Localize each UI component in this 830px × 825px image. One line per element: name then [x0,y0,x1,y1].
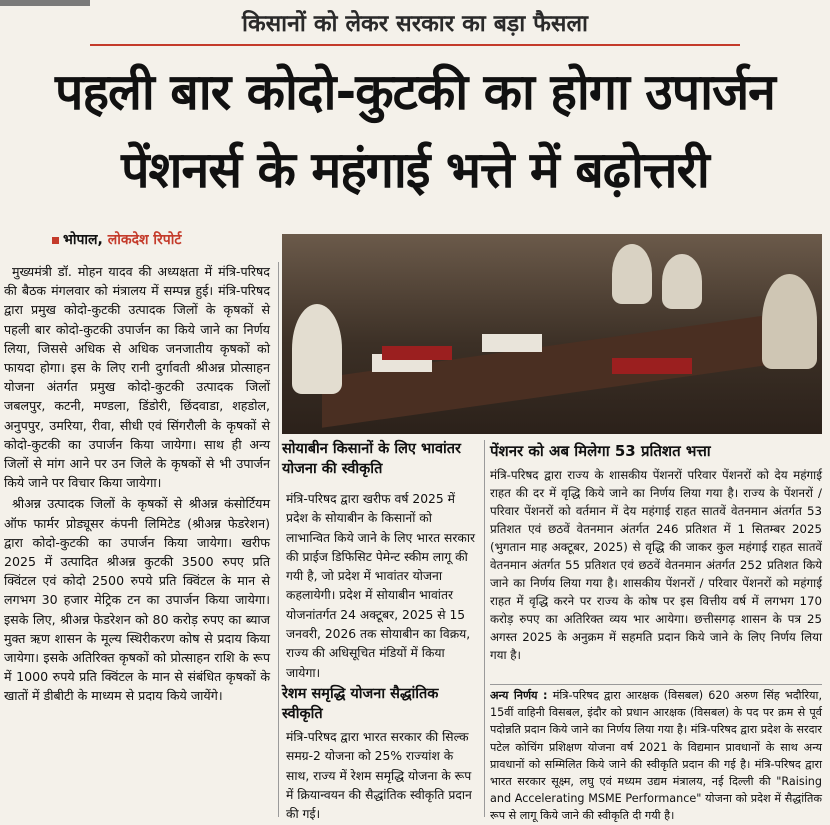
photo-person [662,254,702,309]
other-decisions-box [490,684,822,825]
dateline-place: भोपाल, [63,232,103,248]
column-divider [278,262,279,817]
dateline [52,230,181,249]
column-divider [484,440,485,817]
silk-section-heading: रेशम समृद्धि योजना सैद्धांतिक स्वीकृति [282,686,439,722]
cabinet-meeting-photo [282,234,822,434]
kicker: किसानों को लेकर सरकार का बड़ा फैसला [241,11,588,37]
bullet-square-icon [52,237,59,244]
headline-line-1: पहली बार कोदो-कुटकी का होगा उपार्जन [55,63,775,121]
photo-paper [482,334,542,352]
other-decisions-label: अन्य निर्णय : [490,689,548,702]
soybean-section-body: मंत्रि-परिषद द्वारा खरीफ वर्ष 2025 में प्रदेश के सोयाबीन के किसानों को लाभान्वित किये जाने के लिए भारत सरकार की प्राईज डिफिसिट पेमेन्ट स्कीम लागू की गयी है, जो प्रदेश में भावांतर योजना कहलायेगी। प्रदेश में सोयाबीन भावांतर योजनांतर्गत 24 अक्टूबर, 2025 से 15 जनवरी, 2026 तक सोयाबीन का विक्रय, राज्य की अधिसूचित मंडियों में किया जायेगा। [286,492,476,680]
pension-section-heading: पेंशनर को अब मिलेगा 53 प्रतिशत भत्ता [490,442,711,460]
main-article-paragraph-1: मुख्यमंत्री डॉ. मोहन यादव की अध्यक्षता में मंत्रि-परिषद की बैठक मंगलवार को मंत्रालय में सम्पन्न हुई। मंत्रि-परिषद द्वारा प्रमुख कोदो-कुटकी उत्पादक जिलों के कृषकों से पहली बार कोदो-कुटकी उपार्जन का किये जाने का निर्णय लिया, जिससे अधिक से अधिक जनजातीय कृषकों को फायदा होगा। इस के लिए रानी दुर्गावती श्रीअन्न प्रोत्साहन योजना अंतर्गत प्रमुख कोदो-कुटकी उत्पादक जिलों जबलपुर, कटनी, मण्डला, डिंडोरी, छिंदवाडा, शहडोल, अनुपपुर, उमरिया, रीवा, सीधी एवं सिंगरौली के कृषकों से कोदो-कुटकी का उपार्जन किया जायेगा। साथ ही अन्य जिलों से मांग आने पर उन जिले के कृषकों से भी उपार्जन किये जाने पर विचार किया जायेगा। [4,264,270,491]
photo-person [612,244,652,304]
main-article-column [4,262,270,708]
photo-red-folder [382,346,452,360]
silk-section-body: मंत्रि-परिषद द्वारा भारत सरकार की सिल्क समग्र-2 योजना को 25% राज्यांश के साथ, राज्य में रेशम समृद्धि योजना के रूप में क्रियान्वयन की सैद्धांतिक स्वीकृति प्रदान की गई। [286,730,472,822]
pension-section-body: मंत्रि-परिषद द्वारा राज्य के शासकीय पेंशनरों परिवार पेंशनरों को देय महंगाई राहत की दर में वृद्धि किये जाने का निर्णय लिया गया है। राज्य के पेंशनरों / परिवार पेंशनरों को वर्तमान में देय महंगाई राहत सातवें वेतनमान अंतर्गत 53 प्रतिशत एवं छठवें वेतनमान अंतर्गत 246 प्रतिशत में 1 सितम्बर 2025 (भुगतान माह अक्टूबर, 2025) से वृद्धि की जाकर कुल महंगाई राहत सातवें वेतनमान अंतर्गत 55 प्रतिशत एवं छठवें वेतनमान अंतर्गत 252 प्रतिशत किये जाने का निर्णय लिया गया है। शासकीय पेंशनरों / परिवार पेंशनरों को महंगाई राहत में वृद्धि करने पर राज्य के कोष पर इस वित्तीय वर्ष में लगभग 170 करोड़ रुपए का अतिरिक्त व्यय भार आयेगा। छत्तीसगढ़ शासन के पत्र 25 अगस्त 2025 के अनुक्रम में सहमति प्रदान किये जाने के लिए निर्णय लिया गया है। [490,468,822,662]
dateline-source: लोकदेश रिपोर्ट [107,232,182,248]
soybean-section-heading: सोयाबीन किसानों के लिए भावांतर योजना की स्वीकृति [282,441,461,477]
main-article-paragraph-2: श्रीअन्न उत्पादक जिलों के कृषकों से श्रीअन्न कंसोर्टियम ऑफ फार्मर प्रोड्यूसर कंपनी लिमिटेड (श्रीअन्न फेडरेशन) द्वारा कोदो-कुटकी का उपार्जन किया जायेगा। खरीफ 2025 में उत्पादित श्रीअन्न कुटकी 3500 रुपए प्रति क्विंटल एवं कोदो 2500 रुपये प्रति क्विंटल के मान से लगभग 30 हजार मेट्रिक टन का उपार्जन किया जायेगा। इसके लिए, श्रीअन्न फेडरेशन को 80 करोड़ रुपए का ब्याज मुक्त ऋण शासन के मूल्य स्थिरीकरण कोष से प्रदाय किया जायेगा। इसके अतिरिक्त कृषकों को प्रोत्साहन राशि के रूप में 1000 रुपये प्रति क्विंटल के मान से संबंधित कृषकों के खातों में डीबीटी के माध्यम से प्रदाय किये जायेंगे। [4,496,270,704]
kicker-rule [90,44,740,46]
headline-line-2: पेंशनर्स के महंगाई भत्ते में बढ़ोत्तरी [121,141,709,199]
photo-person [292,304,342,394]
photo-red-folder [612,358,692,374]
photo-person [762,274,817,369]
other-decisions-body: मंत्रि-परिषद द्वारा आरक्षक (विसबल) 620 अरुण सिंह भदौरिया, 15वीं वाहिनी विसबल, इंदौर को प्रधान आरक्षक (विसबल) के पद पर क्रम से पूर्व पदोन्नति प्रदान किये जाने का निर्णय लिया गया है। मंत्रि-परिषद द्वारा प्रदेश के सरदार पटेल कोचिंग प्रशिक्षण योजना वर्ष 2021 के विद्यमान प्रावधानों के साथ अन्य प्रावधानों को सम्मिलित किये जाने की स्वीकृति प्रदान की गई है। मंत्रि-परिषद द्वारा भारत सरकार सूक्ष्म, लघु एवं मध्यम उद्यम मंत्रालय, नई दिल्ली की "Raising and Accelerating MSME Performance" योजना को प्रदेश में सैद्धांतिक रूप से लागू किये जाने की स्वीकृति दी गयी है। [490,689,822,823]
